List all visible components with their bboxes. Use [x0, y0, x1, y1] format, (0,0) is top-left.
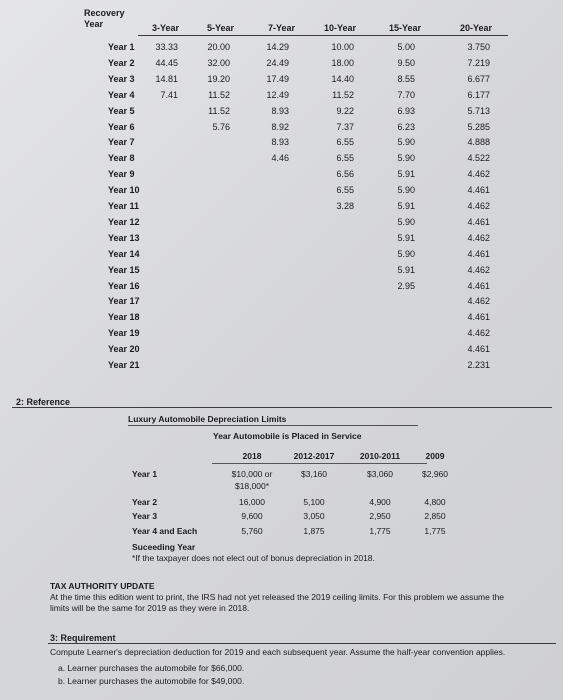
luxury-limit-cell: 16,000 — [239, 497, 265, 507]
rate-cell: 6.55 — [336, 185, 354, 196]
luxury-limit-cell: 4,800 — [424, 497, 446, 507]
rate-cell: 4.46 — [271, 153, 289, 164]
requirement-item-a: a. Learner purchases the automobile for $66,000. — [58, 663, 245, 673]
rate-cell: 6.677 — [467, 73, 490, 84]
rate-cell: 4.462 — [467, 328, 490, 339]
column-header-3-year: 3-Year — [152, 23, 180, 33]
luxury-limit-cell: 5,760 — [241, 526, 263, 536]
rate-cell: 4.461 — [467, 216, 490, 227]
requirement-section-label: 3: Requirement — [50, 633, 116, 643]
rate-cell: 5.00 — [397, 42, 415, 52]
luxury-row-label: Year 3 — [132, 511, 158, 521]
row-label: Year 10 — [108, 185, 140, 196]
rate-cell: 5.91 — [397, 232, 415, 243]
rate-cell: 11.52 — [208, 89, 230, 100]
rate-cell: 7.41 — [160, 89, 178, 100]
rate-cell: 5.90 — [397, 137, 415, 148]
luxury-col-2010-2011: 2010-2011 — [359, 451, 401, 461]
rate-cell: 19.20 — [207, 73, 230, 84]
rate-cell: 14.81 — [155, 73, 178, 84]
rate-cell: 17.49 — [266, 73, 289, 84]
rate-cell: 33.33 — [155, 42, 178, 52]
rate-cell: 2.231 — [467, 360, 490, 370]
rate-cell: 7.37 — [336, 121, 354, 132]
luxury-limit-cell: 2,950 — [369, 511, 391, 521]
rate-cell: 3.750 — [467, 42, 490, 52]
requirement-text: Compute Learner's depreciation deduction for 2019 and each subsequent year. Assume the half-year convention applies. — [50, 647, 506, 657]
rate-cell: 5.90 — [397, 185, 415, 196]
rate-cell: 5.76 — [212, 121, 230, 132]
rate-cell: 5.91 — [397, 201, 415, 211]
luxury-title-underline — [128, 425, 418, 426]
rate-cell: 4.462 — [467, 169, 490, 180]
rate-cell: 4.461 — [467, 312, 490, 323]
rate-cell: 4.888 — [467, 137, 490, 148]
rate-cell: 8.93 — [271, 137, 289, 148]
luxury-col-2009: 2009 — [425, 451, 445, 461]
column-header-10-year: 10-Year — [324, 23, 357, 33]
luxury-table-title: Luxury Automobile Depreciation Limits — [128, 414, 287, 424]
row-label: Year 12 — [108, 216, 140, 227]
rate-cell: 6.55 — [336, 137, 354, 148]
rate-cell: 5.91 — [397, 264, 415, 275]
rate-cell: 5.90 — [397, 216, 415, 227]
luxury-limit-cell: $3,060 — [367, 469, 393, 479]
recovery-header: Recovery — [84, 8, 125, 18]
tax-update-line-1: At the time this edition went to print, the IRS had not yet released the 2019 ceiling limits. For this problem we assume the — [50, 592, 505, 602]
luxury-limit-cell: 1,775 — [369, 526, 391, 536]
rate-cell: 14.40 — [331, 73, 354, 84]
rate-cell: 5.91 — [397, 169, 415, 180]
rate-cell: 5.90 — [397, 248, 415, 259]
rate-cell: 4.462 — [467, 264, 490, 275]
tax-update-line-2: limits will be the same for 2019 as they were in 2018. — [50, 603, 250, 613]
row-label: Year 17 — [108, 296, 140, 307]
luxury-limit-cell: 2,850 — [424, 511, 446, 521]
luxury-col-2012-2017: 2012-2017 — [293, 451, 335, 461]
rate-cell: 8.92 — [271, 121, 289, 132]
rate-cell: 24.49 — [266, 57, 289, 68]
luxury-limit-cell: $10,000 or — [231, 469, 273, 479]
luxury-limit-cell: 3,050 — [303, 511, 325, 521]
row-label: Year 21 — [108, 360, 140, 370]
column-header-15-year: 15-Year — [389, 23, 422, 33]
rate-cell: 6.56 — [336, 169, 354, 180]
luxury-col-2018: 2018 — [242, 451, 262, 461]
rate-cell: 4.461 — [467, 248, 490, 259]
rate-cell: 11.52 — [208, 105, 230, 116]
rate-cell: 7.70 — [397, 89, 415, 100]
rate-cell: 8.55 — [397, 73, 415, 84]
luxury-row-label: Year 4 and Each — [132, 526, 198, 536]
luxury-limit-cell: 1,775 — [424, 526, 446, 536]
rate-cell: 4.462 — [467, 232, 490, 243]
column-header-5-year: 5-Year — [207, 23, 235, 33]
luxury-limit-cell-alt: $18,000* — [234, 481, 270, 491]
row-label: Year 8 — [108, 153, 135, 164]
row-label: Year 13 — [108, 232, 140, 243]
luxury-limit-cell: 1,875 — [303, 526, 325, 536]
requirement-item-b: b. Learner purchases the automobile for $49,000. — [58, 676, 245, 686]
row-label: Year 19 — [108, 328, 140, 339]
rate-cell: 10.00 — [331, 42, 354, 52]
luxury-limit-cell: $2,960 — [422, 469, 448, 479]
row-label: Year 9 — [108, 169, 135, 180]
rate-cell: 18.00 — [331, 57, 354, 68]
rate-cell: 4.462 — [467, 201, 490, 211]
rate-cell: 4.461 — [467, 344, 490, 355]
rate-cell: 6.55 — [336, 153, 354, 164]
rate-cell: 5.713 — [467, 105, 490, 116]
row-label: Year 16 — [108, 280, 140, 291]
rate-cell: 6.177 — [467, 89, 490, 100]
rate-cell: 44.45 — [155, 57, 178, 68]
rate-cell: 14.29 — [266, 42, 289, 52]
rate-cell: 8.93 — [271, 105, 289, 116]
luxury-row-label: Year 2 — [132, 497, 158, 507]
luxury-limit-cell: 5,100 — [303, 497, 325, 507]
row-label: Year 2 — [108, 57, 135, 68]
column-header-20-year: 20-Year — [460, 23, 493, 33]
rate-cell: 5.285 — [467, 121, 490, 132]
rate-cell: 2.95 — [397, 280, 415, 291]
row-label: Year 11 — [108, 201, 140, 211]
row-label: Year 15 — [108, 264, 140, 275]
reference-divider — [12, 407, 552, 408]
luxury-header-underline — [212, 463, 427, 464]
rate-cell: 7.219 — [467, 57, 490, 68]
row-label: Year 6 — [108, 121, 135, 132]
row-label: Year 7 — [108, 137, 135, 148]
reference-section-label: 2: Reference — [16, 397, 71, 407]
row-label: Year 4 — [108, 89, 135, 100]
rate-cell: 11.52 — [332, 89, 354, 100]
placed-in-service-header: Year Automobile is Placed in Service — [213, 431, 362, 441]
tax-update-title: TAX AUTHORITY UPDATE — [50, 581, 155, 591]
rate-cell: 20.00 — [207, 42, 230, 52]
rate-cell: 32.00 — [207, 57, 230, 68]
row-label: Year 14 — [108, 248, 140, 259]
luxury-row-label: Year 1 — [132, 469, 158, 479]
row-label: Year 3 — [108, 73, 135, 84]
requirement-divider — [48, 643, 556, 644]
rate-cell: 4.522 — [467, 153, 490, 164]
rate-cell: 9.22 — [336, 105, 354, 116]
luxury-limit-cell: $3,160 — [301, 469, 327, 479]
rate-cell: 6.23 — [397, 121, 415, 132]
bonus-footnote: *If the taxpayer does not elect out of bonus depreciation in 2018. — [132, 553, 375, 563]
succeeding-year-label: Suceeding Year — [132, 542, 196, 552]
rate-cell: 9.50 — [397, 57, 415, 68]
row-label: Year 20 — [108, 344, 140, 355]
luxury-limit-cell: 9,600 — [241, 511, 263, 521]
rate-cell: 4.461 — [467, 280, 490, 291]
row-label: Year 18 — [108, 312, 140, 323]
row-label: Year 1 — [108, 42, 135, 52]
rate-cell: 5.90 — [397, 153, 415, 164]
row-label: Year 5 — [108, 105, 135, 116]
rate-cell: 6.93 — [397, 105, 415, 116]
year-header: Year — [84, 19, 104, 29]
header-underline — [138, 35, 508, 36]
luxury-limit-cell: 4,900 — [369, 497, 391, 507]
rate-cell: 4.461 — [467, 185, 490, 196]
rate-cell: 12.49 — [266, 89, 289, 100]
rate-cell: 3.28 — [336, 201, 354, 211]
rate-cell: 4.462 — [467, 296, 490, 307]
column-header-7-year: 7-Year — [268, 23, 296, 33]
